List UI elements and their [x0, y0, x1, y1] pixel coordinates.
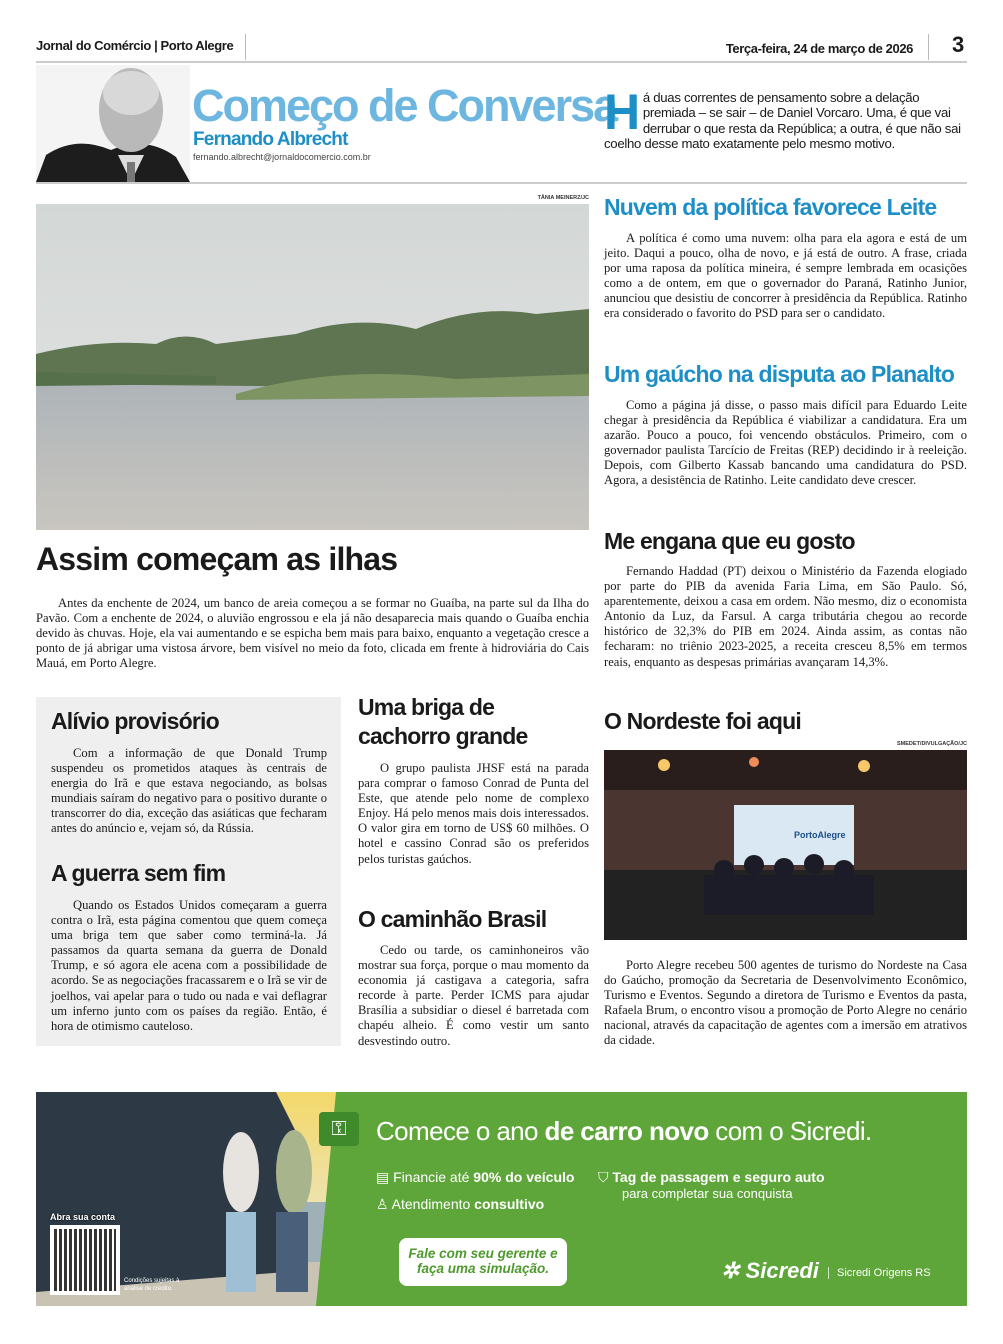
photo-credit: TÂNIA MEINERZ/JC [537, 195, 589, 201]
person-icon: ♙ [376, 1196, 392, 1212]
lead-photo [36, 204, 589, 530]
article-body: O grupo paulista JHSF está na parada para comprar o famoso Conrad de Punta del Este, que atende pelo nome de complexo Enjoy. Há pelo menos mais dois interessados. O valor gira em torno de US$ 60 milhões. O hotel e cassino Conrad são os preferidos pelos turistas gaúchos. [358, 761, 589, 866]
photo-credit: SMEDET/DIVULGAÇÃO/JC [897, 741, 967, 747]
article-body: Porto Alegre recebeu 500 agentes de turismo do Nordeste na Casa do Gaúcho, promoção da Secretaria de Desenvolvimento Econômico, Turismo e Eventos. Segundo a diretora de Turismo e Eventos da pasta, Rafaela Brum, o encontro visou a promoção de Porto Alegre no cenário nacional, através da capacitação de agentes com a imersão em atrativos da cidade. [604, 958, 967, 1048]
article-body: Fernando Haddad (PT) deixou o Ministério da Fazenda elogiado por parte do PIB da avenida Faria Lima, em São Paulo. Só, aparentemente, deixou a casa em ordem. Não mesmo, diz o economista Antonio da Luz, da Farsul. A carga tributária chegou ao recorde histórico de 32,3% do PIB em 2024. Ainda assim, as contas não fecharam: no triênio 2023-2025, a receita cresceu 8,5% em termos reais, enquanto as despesas primárias avançaram 14,3%. [604, 564, 967, 669]
benefit-tag: ⛉ Tag de passagem e seguro auto para completar sua conquista [598, 1169, 825, 1201]
page-number: 3 [952, 32, 964, 57]
newspaper-name: Jornal do Comércio | Porto Alegre [36, 38, 234, 53]
ad-headline: Comece o ano de carro novo com o Sicredi. [376, 1116, 872, 1146]
article-headline: Nuvem da política favorece Leite [604, 194, 937, 220]
article-headline: O Nordeste foi aqui [604, 708, 801, 734]
issue-date: Terça-feira, 24 de março de 2026 [725, 41, 913, 56]
article-headline: Me engana que eu gosto [604, 528, 855, 554]
disclaimer: Condições sujeitas à análise de crédito. [124, 1278, 180, 1292]
author-name: Fernando Albrecht [193, 129, 348, 150]
article-body: Quando os Estados Unidos começaram a guerra contra o Irã, esta página comentou que quem começa uma briga tem que saber como terminá-la. Já passamos da quarta semana da guerra de Donald Trump, e só agora ele acena com a possibilidade de acordo. Se as negociações fracassarem e o Irã se vir de joelhos, vai apelar para o tudo ou nada e vai deflagrar um inferno junto com os países da região. Então, é hora de otimismo cauteloso. [51, 898, 327, 1033]
article-body: Com a informação de que Donald Trump suspendeu os prometidos ataques às centrais de energia do Irã e que estava negociando, as bolsas mundiais saíram do negativo para o positivo durante o transcorrer do dia, exceção das asiáticas que fecharam antes do anúncio e, vejam só, da Rússia. [51, 746, 327, 836]
divider [245, 34, 246, 60]
sicredi-ad[interactable] [36, 1092, 967, 1306]
article-headline: O caminhão Brasil [358, 906, 547, 932]
qr-label: Abra sua conta [50, 1212, 116, 1222]
benefit-service: ♙ Atendimento consultivo [376, 1196, 545, 1212]
article-headline: Alívio provisório [51, 708, 219, 734]
document-icon: ▤ [376, 1169, 394, 1185]
qr-code[interactable] [50, 1225, 120, 1295]
car-key-icon: ⚿ [319, 1112, 359, 1146]
article-headline: Uma briga de cachorro grande [358, 694, 528, 749]
article-headline: A guerra sem fim [51, 860, 226, 886]
brand-sub: Sicredi Origens RS [828, 1267, 931, 1279]
article-headline: Um gaúcho na disputa ao Planalto [604, 361, 955, 387]
shield-icon: ⛉ [598, 1169, 613, 1185]
sicredi-logo: ✲ Sicredi [721, 1258, 819, 1283]
article-body: A política é como uma nuvem: olha para ela agora e está de um jeito. Daqui a pouco, olha de novo, e já está de outro. A frase, criada por uma raposa da política mineira, é sempre lembrada em ocasições como a de ontem, em que o governador do Paraná, Ratinho Junior, anunciou que desistiu de concorrer à presidência da República. Ratinho era considerado o favorito do PSD para ser o candidato. [604, 231, 967, 321]
author-email[interactable]: fernando.albrecht@jornaldocomercio.com.br [193, 152, 371, 162]
event-photo [604, 750, 967, 940]
lead-headline: Assim começam as ilhas [36, 541, 398, 577]
sicredi-logo-icon: ✲ [721, 1258, 746, 1283]
lead-body: Antes da enchente de 2024, um banco de areia começou a se formar no Guaíba, na parte sul da Ilha do Pavão. Com a enchente de 2024, o aluvião engrossou e ela já não desaparecia mais quando o Guaíba enchia devido às chuvas. Hoje, ela vai aumentando e se espicha bem mais para baixo, enquanto a vegetação cresce a ponto de já abrigar uma vistosa árvore, bem visível no meio da foto, clicada em frente à hidroviária do Cais Mauá, em Porto Alegre. [36, 596, 589, 671]
drop-cap: H [604, 84, 640, 140]
article-body: Cedo ou tarde, os caminhoneiros vão mostrar sua força, porque o mau momento da economia já castigava a categoria, safra recorde à parte. Perder ICMS para ajudar Brasília a subsidiar o diesel é barretada com chapéu alheio. É como vestir um santo desvestindo outro. [358, 943, 589, 1048]
intro-text: á duas correntes de pensamento sobre a delação premiada – se sair – de Daniel Vorcaro. Uma, é que vai derrubar o que resta da República; a outra, é que não sai coelho desse mato exatamente pelo mesmo motivo. [604, 90, 961, 151]
divider [928, 34, 929, 60]
benefit-financing: ▤ Financie até 90% do veículo [376, 1169, 575, 1185]
sign-text: PortoAlegre [794, 830, 846, 840]
column-title: Começo de Conversa [192, 80, 617, 131]
column-intro [604, 84, 967, 151]
rule [36, 61, 967, 63]
cta-button[interactable]: Fale com seu gerente e faça uma simulação. [399, 1238, 567, 1286]
author-photo [36, 65, 190, 182]
rule [36, 182, 967, 184]
article-body: Como a página já disse, o passo mais difícil para Eduardo Leite chegar à presidência da República é viabilizar a candidatura. Era um azarão. Pouco a pouco, foi vencendo obstáculos. Primeiro, com o governador paulista Tarcício de Freitas (REP) decidindo ir à reeleição. Depois, com Gilberto Kassab bancando uma candidatura do PSD. Agora, a desistência de Ratinho. Leite candidato deve crescer. [604, 398, 967, 488]
